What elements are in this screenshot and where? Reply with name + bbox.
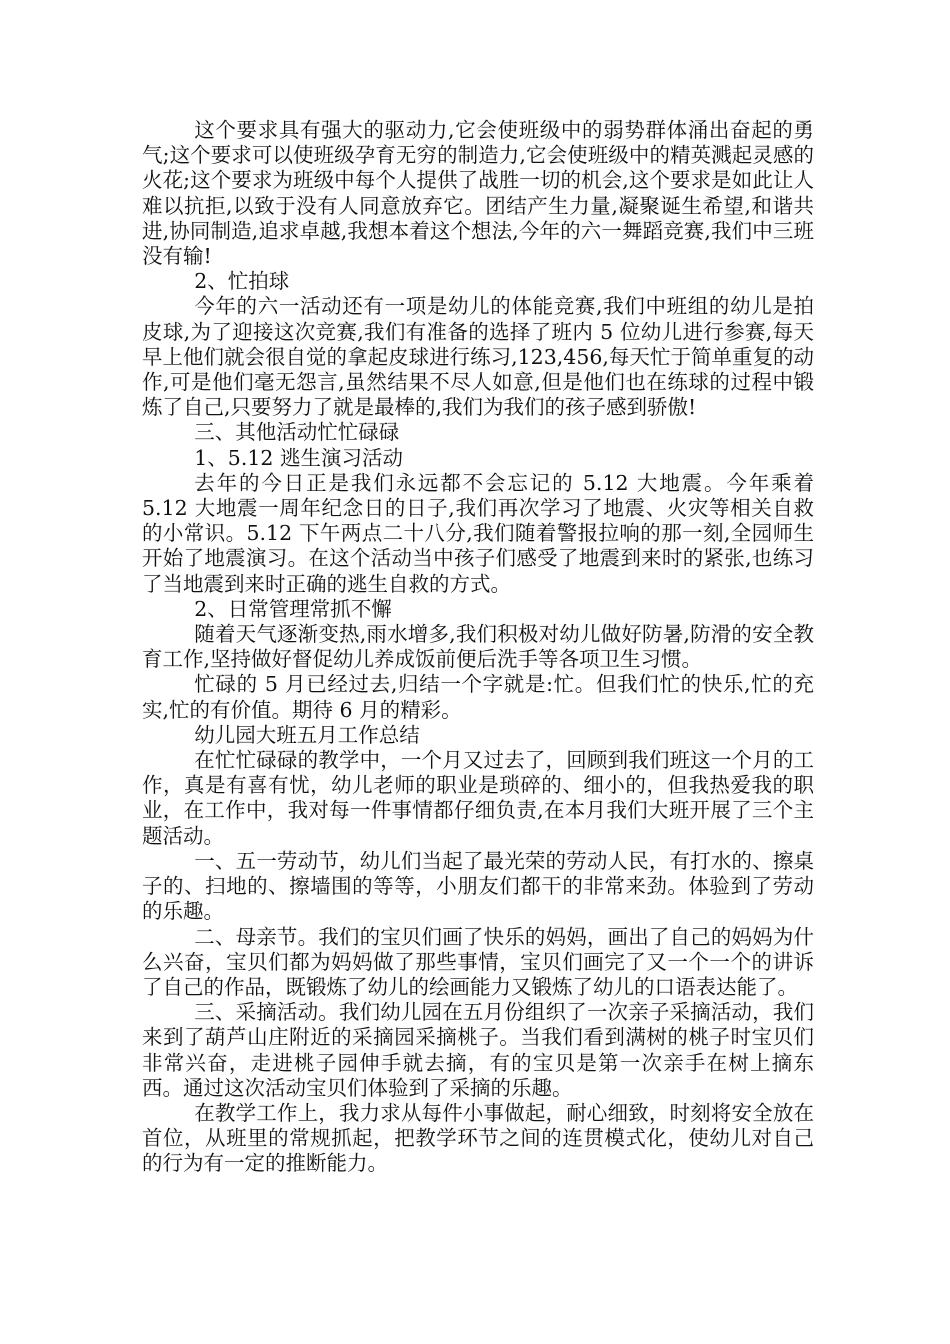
heading-senior-class-summary: 幼儿园大班五月工作总结: [194, 722, 420, 747]
paragraph-escape-drill: 去年的今日正是我们永远都不会忘记的 5.12 大地震。今年乘着 5.12 大地震一周年纪念日的日子,我们再次学习了地震、火灾等相关自救的小常识。5.12 下午两点二十八分,我们随着警报拉响的那一刻,全园师生开始了地震演习。在这个活动当中孩子们感受了地震到来时的紧张,也练习了当地震到来时正确的逃生自救的方式。: [142, 470, 814, 596]
paragraph-labor-day: 一、五一劳动节，幼儿们当起了最光荣的劳动人民，有打水的、擦桌子的、扫地的、擦墙围的等等，小朋友们都干的非常来劲。体验到了劳动的乐趣。: [142, 848, 814, 924]
heading-escape-drill: 1、5.12 逃生演习活动: [194, 445, 403, 470]
paragraph-may-summary: 忙碌的 5 月已经过去,归结一个字就是:忙。但我们忙的快乐,忙的充实,忙的有价值。期待 6 月的精彩。: [142, 672, 814, 722]
heading-daily-management: 2、日常管理常抓不懈: [194, 596, 392, 621]
paragraph-ball-bouncing: 今年的六一活动还有一项是幼儿的体能竞赛,我们中班组的幼儿是拍皮球,为了迎接这次竞赛,我们有准备的选择了班内 5 位幼儿进行参赛,每天早上他们就会很自觉的拿起皮球进行练习,123,456,每天忙于简单重复的动作,可是他们毫无怨言,虽然结果不尽人如意,但是他们也在练球的过程中锻炼了自己,只要努力了就是最棒的,我们为我们的孩子感到骄傲!: [142, 294, 814, 420]
heading-other-activities: 三、其他活动忙忙碌碌: [194, 420, 400, 445]
paragraph-teaching-work: 在教学工作上，我力求从每件小事做起，耐心细致，时刻将安全放在首位，从班里的常规抓起，把教学环节之间的连贯模式化，使幼儿对自己的行为有一定的推断能力。: [142, 1100, 814, 1176]
paragraph-dance-contest: 这个要求具有强大的驱动力,它会使班级中的弱势群体涌出奋起的勇气;这个要求可以使班级孕育无穷的制造力,它会使班级中的精英溅起灵感的火花;这个要求为班级中每个人提供了战胜一切的机会,这个要求是如此让人难以抗拒,以致于没有人同意放弃它。团结产生力量,凝聚诞生希望,和谐共进,协同制造,追求卓越,我想本着这个想法,今年的六一舞蹈竞赛,我们中三班没有输!: [142, 118, 814, 269]
paragraph-picking-activity: 三、采摘活动。我们幼儿园在五月份组织了一次亲子采摘活动，我们来到了葫芦山庄附近的采摘园采摘桃子。当我们看到满树的桃子时宝贝们非常兴奋，走进桃子园伸手就去摘，有的宝贝是第一次亲手在树上摘东西。通过这次活动宝贝们体验到了采摘的乐趣。: [142, 1000, 814, 1100]
document-body: [142, 118, 814, 1177]
paragraph-mothers-day: 二、母亲节。我们的宝贝们画了快乐的妈妈，画出了自己的妈妈为什么兴奋，宝贝们都为妈妈做了那些事情，宝贝们画完了又一个一个的讲诉了自己的作品，既锻炼了幼儿的绘画能力又锻炼了幼儿的口语表达能了。: [142, 924, 814, 999]
paragraph-daily-management: 随着天气逐渐变热,雨水增多,我们积极对幼儿做好防暑,防滑的安全教育工作,坚持做好督促幼儿养成饭前便后洗手等各项卫生习惯。: [142, 622, 814, 672]
heading-ball-bouncing: 2、忙拍球: [194, 269, 290, 294]
paragraph-summary-intro: 在忙忙碌碌的教学中，一个月又过去了，回顾到我们班这一个月的工作，真是有喜有忧，幼儿老师的职业是琐碎的、细小的，但我热爱我的职业，在工作中，我对每一件事情都仔细负责,在本月我们大班开展了三个主题活动。: [142, 748, 814, 848]
